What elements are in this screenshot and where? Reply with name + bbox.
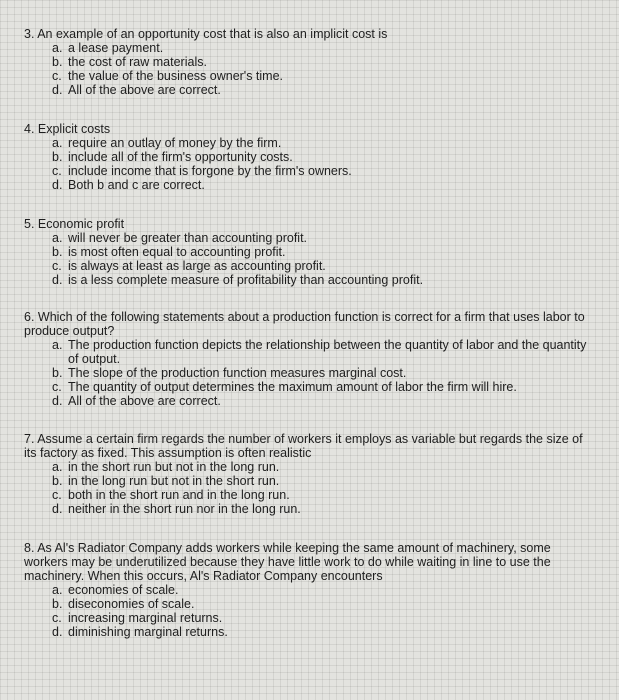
option-list bbox=[24, 460, 594, 516]
option-b: b. diseconomies of scale. bbox=[52, 597, 195, 611]
question-stem: 4. Explicit costs bbox=[24, 122, 111, 136]
question-7 bbox=[24, 432, 594, 516]
option-a: a. a lease payment. bbox=[52, 41, 164, 55]
option-b: b. in the long run but not in the short run. bbox=[52, 474, 280, 488]
option-c: c. The quantity of output determines the maximum amount of labor the firm will hire. bbox=[52, 380, 517, 394]
option-a: a. economies of scale. bbox=[52, 583, 179, 597]
question-stem: 3. An example of an opportunity cost that is also an implicit cost is bbox=[24, 27, 388, 41]
question-stem: 8. As Al's Radiator Company adds workers while keeping the same amount of machinery, some workers may be underutilized because they have little work to do while waiting in line to use the machinery. When this occurs, Al's Radiator Company encounters bbox=[24, 541, 551, 583]
option-c: c. is always at least as large as accounting profit. bbox=[52, 259, 326, 273]
question-stem: 7. Assume a certain firm regards the number of workers it employs as variable but regards the size of its factory as fixed. This assumption is often realistic bbox=[24, 432, 583, 460]
option-a: a. require an outlay of money by the firm. bbox=[52, 136, 282, 150]
question-8 bbox=[24, 541, 594, 639]
option-a: a. The production function depicts the relationship between the quantity of labor and the quantity of output. bbox=[52, 338, 587, 366]
option-c: c. both in the short run and in the long run. bbox=[52, 488, 290, 502]
option-d: d. is a less complete measure of profitability than accounting profit. bbox=[52, 273, 424, 287]
option-d: d. All of the above are correct. bbox=[52, 83, 221, 97]
option-list bbox=[24, 583, 594, 639]
question-stem: 6. Which of the following statements about a production function is correct for a firm that uses labor to produce output? bbox=[24, 310, 585, 338]
option-d: d. All of the above are correct. bbox=[52, 394, 221, 408]
option-c: c. increasing marginal returns. bbox=[52, 611, 223, 625]
option-b: b. include all of the firm's opportunity costs. bbox=[52, 150, 293, 164]
question-4 bbox=[24, 122, 594, 192]
question-6 bbox=[24, 310, 594, 408]
option-list bbox=[24, 136, 594, 192]
option-list bbox=[24, 338, 594, 408]
option-c: c. include income that is forgone by the firm's owners. bbox=[52, 164, 352, 178]
option-list bbox=[24, 231, 594, 287]
option-b: b. The slope of the production function measures marginal cost. bbox=[52, 366, 407, 380]
option-b: b. is most often equal to accounting profit. bbox=[52, 245, 286, 259]
question-stem: 5. Economic profit bbox=[24, 217, 125, 231]
option-a: a. in the short run but not in the long run. bbox=[52, 460, 280, 474]
question-3 bbox=[24, 27, 594, 97]
option-c: c. the value of the business owner's time. bbox=[52, 69, 284, 83]
option-a: a. will never be greater than accounting profit. bbox=[52, 231, 308, 245]
option-list bbox=[24, 41, 594, 97]
option-d: d. Both b and c are correct. bbox=[52, 178, 205, 192]
option-d: d. diminishing marginal returns. bbox=[52, 625, 228, 639]
option-b: b. the cost of raw materials. bbox=[52, 55, 207, 69]
option-d: d. neither in the short run nor in the long run. bbox=[52, 502, 301, 516]
question-5 bbox=[24, 217, 594, 287]
